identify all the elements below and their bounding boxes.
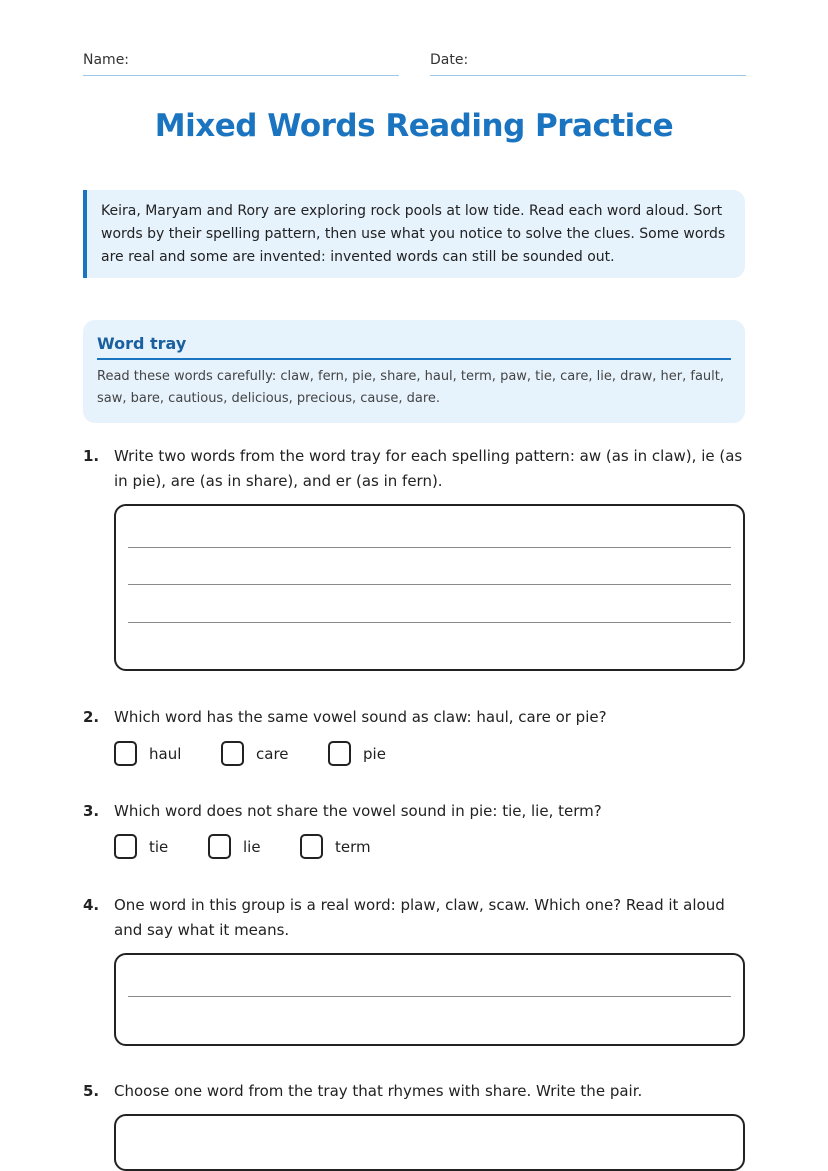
question-2: [83, 705, 745, 730]
name-label: Name:: [83, 52, 130, 68]
option-label: pie: [363, 744, 386, 763]
date-field[interactable]: [430, 52, 746, 68]
answer-box-1[interactable]: [114, 504, 745, 671]
checkbox[interactable]: [300, 834, 323, 859]
option-label: lie: [243, 837, 261, 856]
intro-callout: Keira, Maryam and Rory are exploring rock pools at low tide. Read each word aloud. Sort words by their spelling pattern, then use what you notice to solve the clues. Some words are real and some are invented: invented words can still be sounded out.: [83, 190, 745, 278]
date-label: Date:: [430, 52, 469, 68]
question-5: [83, 1079, 745, 1104]
checkbox[interactable]: [114, 834, 137, 859]
answer-box-4[interactable]: [114, 953, 745, 1046]
option-haul[interactable]: [114, 741, 221, 766]
checkbox[interactable]: [221, 741, 244, 766]
answer-line: [128, 547, 731, 548]
option-label: haul: [149, 744, 182, 763]
checkbox[interactable]: [114, 741, 137, 766]
question-number: 5.: [83, 1082, 100, 1100]
date-line[interactable]: [430, 75, 746, 76]
option-label: tie: [149, 837, 169, 856]
options-q3: [114, 834, 371, 859]
name-line[interactable]: [83, 75, 399, 76]
question-number: 1.: [83, 447, 100, 465]
question-1: [83, 444, 745, 494]
word-tray-heading: Word tray: [97, 334, 731, 360]
checkbox[interactable]: [328, 741, 351, 766]
option-lie[interactable]: [208, 834, 300, 859]
question-text: One word in this group is a real word: plaw, claw, scaw. Which one? Read it aloud and say what it means.: [114, 896, 725, 939]
question-text: Write two words from the word tray for each spelling pattern: aw (as in claw), ie (as in pie), are (as in share), and er (as in fern).: [114, 447, 743, 490]
word-tray: [83, 320, 745, 423]
option-term[interactable]: [300, 834, 371, 859]
answer-line: [128, 584, 731, 585]
option-label: term: [335, 837, 371, 856]
page-title: Mixed Words Reading Practice: [154, 108, 674, 144]
question-number: 4.: [83, 896, 100, 914]
checkbox[interactable]: [208, 834, 231, 859]
option-pie[interactable]: [328, 741, 386, 766]
option-tie[interactable]: [114, 834, 208, 859]
word-tray-text: Read these words carefully: claw, fern, pie, share, haul, term, paw, tie, care, lie, draw, her, fault, saw, bare, cautious, delicious, precious, cause, dare.: [97, 369, 725, 406]
answer-line: [128, 622, 731, 623]
question-text: Which word does not share the vowel sound in pie: tie, lie, term?: [114, 802, 602, 820]
question-4: [83, 893, 745, 943]
options-q2: [114, 741, 386, 766]
answer-line: [128, 996, 731, 997]
option-label: care: [256, 744, 289, 763]
question-number: 3.: [83, 802, 100, 820]
name-field[interactable]: [83, 52, 399, 68]
question-number: 2.: [83, 708, 100, 726]
question-text: Choose one word from the tray that rhymes with share. Write the pair.: [114, 1082, 643, 1100]
option-care[interactable]: [221, 741, 328, 766]
question-3: [83, 799, 745, 824]
answer-box-5[interactable]: [114, 1114, 745, 1171]
question-text: Which word has the same vowel sound as claw: haul, care or pie?: [114, 708, 607, 726]
